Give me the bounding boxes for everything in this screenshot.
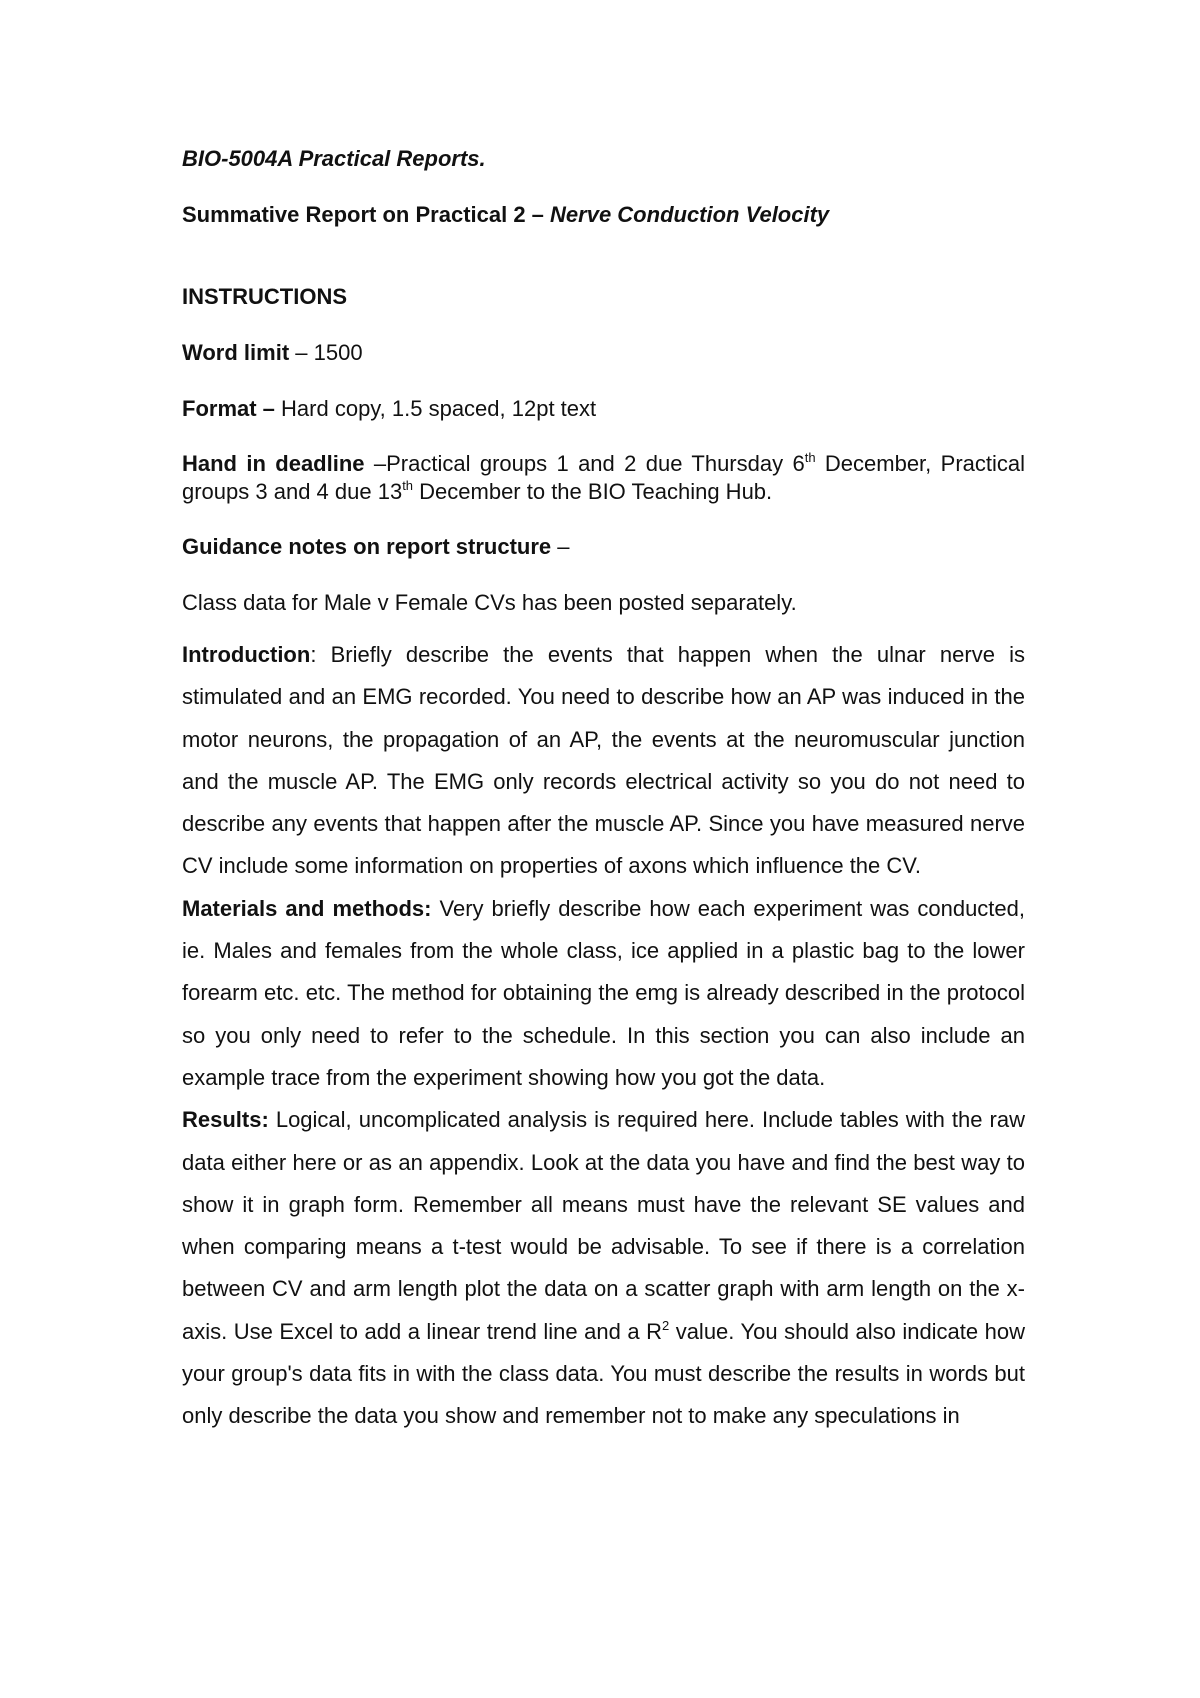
guidance-dash: – bbox=[551, 534, 570, 559]
document-title: BIO-5004A Practical Reports. bbox=[182, 146, 486, 171]
subtitle-prefix: Summative Report on Practical 2 – bbox=[182, 202, 551, 227]
deadline-text-a: –Practical groups 1 and 2 due Thursday 6 bbox=[364, 451, 805, 476]
deadline-sup-b: th bbox=[402, 478, 414, 493]
word-limit-label: Word limit bbox=[182, 340, 290, 365]
format-label: Format – bbox=[182, 396, 275, 421]
introduction-text: : Briefly describe the events that happen when the ulnar nerve is stimulated and an EMG recorded. You need to describe how an AP was induced in the motor neurons, the propagation of an AP, the events at the neuromuscular junction and the muscle AP. The EMG only records electrical activity so you do not need to describe any events that happen after the muscle AP. Since you have measured nerve CV include some information on properties of axons which influence the CV. bbox=[182, 642, 1025, 879]
methods-section bbox=[182, 888, 1025, 1099]
results-section bbox=[182, 1099, 1025, 1437]
introduction-label: Introduction bbox=[182, 642, 311, 667]
document-body bbox=[182, 144, 1025, 1438]
deadline-text-c: December to the BIO Teaching Hub. bbox=[413, 479, 773, 504]
format-value: Hard copy, 1.5 spaced, 12pt text bbox=[274, 396, 597, 421]
instructions-heading: INSTRUCTIONS bbox=[182, 284, 347, 309]
methods-text: Very briefly describe how each experiment was conducted, ie. Males and females from the whole class, ice applied in a plastic bag to the lower forearm etc. etc. The method for obtaining the emg is already described in the protocol so you only need to refer to the schedule. In this section you can also include an example trace from the experiment showing how you got the data. bbox=[182, 895, 1026, 1090]
word-limit-line bbox=[182, 338, 1025, 368]
deadline-text-b: December, Practical groups 3 and 4 due 13 bbox=[182, 451, 1026, 504]
introduction-section bbox=[182, 634, 1025, 888]
methods-label: Materials and methods: bbox=[182, 895, 432, 921]
word-limit-value: – 1500 bbox=[289, 340, 363, 365]
format-line bbox=[182, 394, 1025, 424]
results-sup: 2 bbox=[661, 1317, 670, 1333]
document-subtitle bbox=[182, 200, 1025, 230]
deadline-paragraph bbox=[182, 450, 1025, 506]
results-label: Results: bbox=[182, 1107, 269, 1133]
guidance-label: Guidance notes on report structure bbox=[182, 534, 552, 559]
class-data-note: Class data for Male v Female CVs has been posted separately. bbox=[182, 590, 797, 615]
results-text-a: Logical, uncomplicated analysis is required here. Include tables with the raw data either here or as an appendix. Look at the data you have and find the best way to show it in graph form. Remember all means must have the relevant SE values and when comparing means a t-test would be advisable. To see if there is a correlation between CV and arm length plot the data on a scatter graph with arm length on the x-axis. Use Excel to add a linear trend line and a R bbox=[182, 1107, 1025, 1344]
deadline-label: Hand in deadline bbox=[182, 451, 365, 476]
subtitle-topic: Nerve Conduction Velocity bbox=[550, 202, 830, 227]
deadline-sup-a: th bbox=[804, 450, 816, 465]
guidance-heading bbox=[182, 532, 1025, 562]
results-text-b: value. You should also indicate how your group's data fits in with the class data. You must describe the results in words but only describe the data you show and remember not to make any speculations in bbox=[182, 1318, 1026, 1429]
